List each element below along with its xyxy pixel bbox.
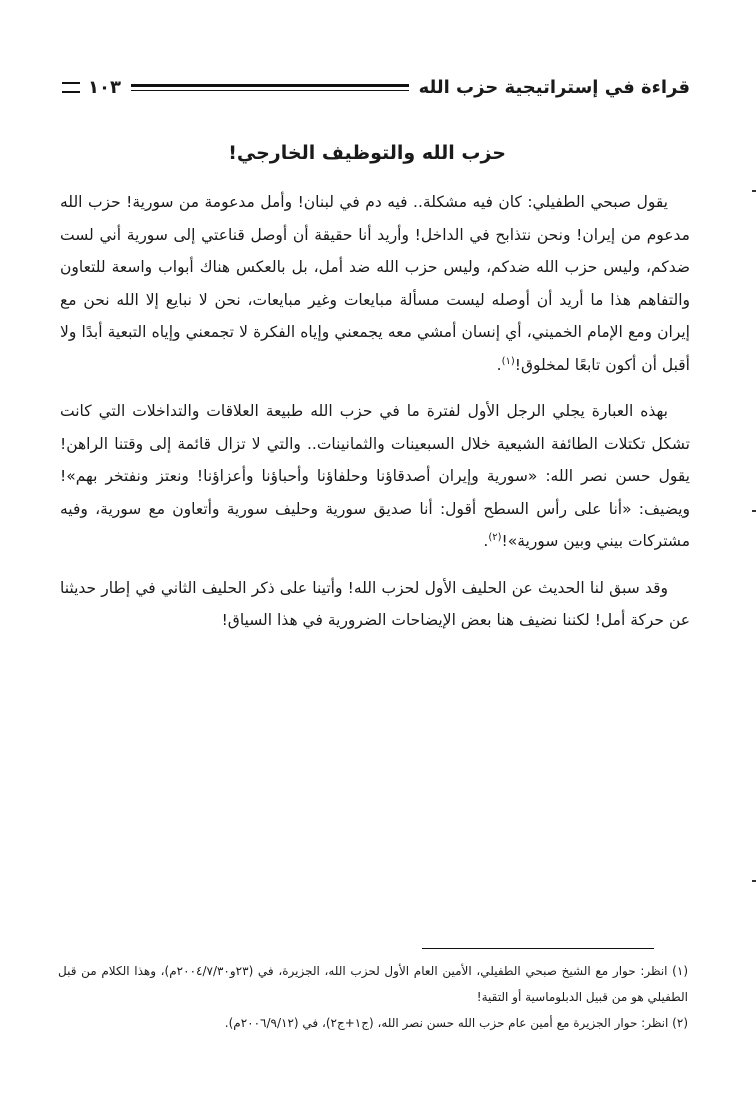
edge-mark	[752, 190, 756, 192]
footnote-ref-1: (١)	[501, 355, 515, 367]
page-number	[62, 77, 121, 98]
page-number-value: ١٠٣	[88, 76, 121, 98]
paragraph-2: بهذه العبارة يجلي الرجل الأول لفترة ما في حزب الله طبيعة العلاقات والتداخلات التي كانت تشكل تكتلات الطائفة الشيعية خلال السبعينات والثمانينات.. والتي لا تزال قائمة إلى وقتنا الراهن! يقول حسن نصر الله: «سورية وإيران أصدقاؤنا وحلفاؤنا وأحباؤنا وأعزاؤنا! ونعتز ونفتخر بهم»! ويضيف: «أنا على رأس السطح أقول: أنا صديق سورية وحليف سورية وأتعاون مع سورية، وفيه مشتركات بيني وبين سورية»!$^{(٢)}$.	[60, 402, 690, 550]
header-title: قراءة في إستراتيجية حزب الله	[418, 76, 690, 98]
footnote-1: (١) انظر: حوار مع الشيخ صبحي الطفيلي، الأمين العام الأول لحزب الله، الجزيرة، في (٢٣و٢٠٠٤/٧/٣٠م)، وهذا الكلام من قبل الطفيلي هو من قبيل الدبلوماسية أو التقية!	[58, 964, 688, 1004]
footnotes	[58, 958, 688, 1036]
edge-mark	[752, 510, 756, 512]
section-title: حزب الله والتوظيف الخارجي!	[228, 142, 506, 164]
paragraph-1-text: يقول صبحي الطفيلي: كان فيه مشكلة.. فيه دم في لبنان! وأمل مدعومة من سورية! حزب الله مدعوم من إيران! ونحن نتذابح في الداخل! وأريد أنا حقيقة أن أوصل قناعتي إلى سورية أني لست ضدكم، وليس حزب الله ضدكم، وليس حزب الله ضد أمل، بل بالعكس هناك أبواب واسعة للتعاون والتفاهم هذا ما أريد أن أوصله ليست مسألة مبايعات وغير مبايعات، نحن لا نبايع إلا الله نحن مع إيران ومع الإمام الخميني، أي إنسان أمشي معه يجمعني وإياه الفكرة لا تجمعني وإياه التبعية أبدًا ولا أقبل أن أكون تابعًا لمخلوق!	[60, 193, 690, 374]
running-header	[62, 72, 690, 102]
paragraph-3	[60, 572, 690, 637]
paragraph-1: يقول صبحي الطفيلي: كان فيه مشكلة.. فيه دم في لبنان! وأمل مدعومة من سورية! حزب الله مدعوم من إيران! ونحن نتذابح في الداخل! وأريد أنا حقيقة أن أوصل قناعتي إلى سورية أني لست ضدكم، وليس حزب الله ضدكم، وليس حزب الله ضد أمل، بل بالعكس هناك أبواب واسعة للتعاون والتفاهم هذا ما أريد أن أوصله ليست مسألة مبايعات وغير مبايعات، نحن لا نبايع إلا الله نحن مع إيران ومع الإمام الخميني، أي إنسان أمشي معه يجمعني وإياه الفكرة لا تجمعني وإياه التبعية أبدًا ولا أقبل أن أكون تابعًا لمخلوق!$^{(١)}$.	[60, 193, 690, 374]
header-rule	[131, 84, 409, 91]
footnote-ref-2: (٢)	[488, 531, 502, 543]
paragraph-2-text: بهذه العبارة يجلي الرجل الأول لفترة ما في حزب الله طبيعة العلاقات والتداخلات التي كانت تشكل تكتلات الطائفة الشيعية خلال السبعينات والثمانينات.. والتي لا تزال قائمة إلى وقتنا الراهن! يقول حسن نصر الله: «سورية وإيران أصدقاؤنا وحلفاؤنا وأحباؤنا وأعزاؤنا! ونعتز ونفتخر بهم»! ويضيف: «أنا على رأس السطح أقول: أنا صديق سورية وحليف سورية وأتعاون مع سورية، وفيه مشتركات بيني وبين سورية»!	[60, 402, 690, 550]
page-number-marks	[62, 82, 80, 93]
body-text	[60, 186, 690, 651]
footnote-2: (٢) انظر: حوار الجزيرة مع أمين عام حزب الله حسن نصر الله، (ج١+ج٢)، في (٢٠٠٦/٩/١٢م).	[224, 1016, 688, 1030]
footnote-rule	[422, 948, 654, 949]
edge-mark	[752, 880, 756, 882]
paragraph-3-text: وقد سبق لنا الحديث عن الحليف الأول لحزب الله! وأتينا على ذكر الحليف الثاني في إطار حديثنا عن حركة أمل! لكننا نضيف هنا بعض الإيضاحات الضرورية في هذا السياق!	[60, 578, 690, 629]
